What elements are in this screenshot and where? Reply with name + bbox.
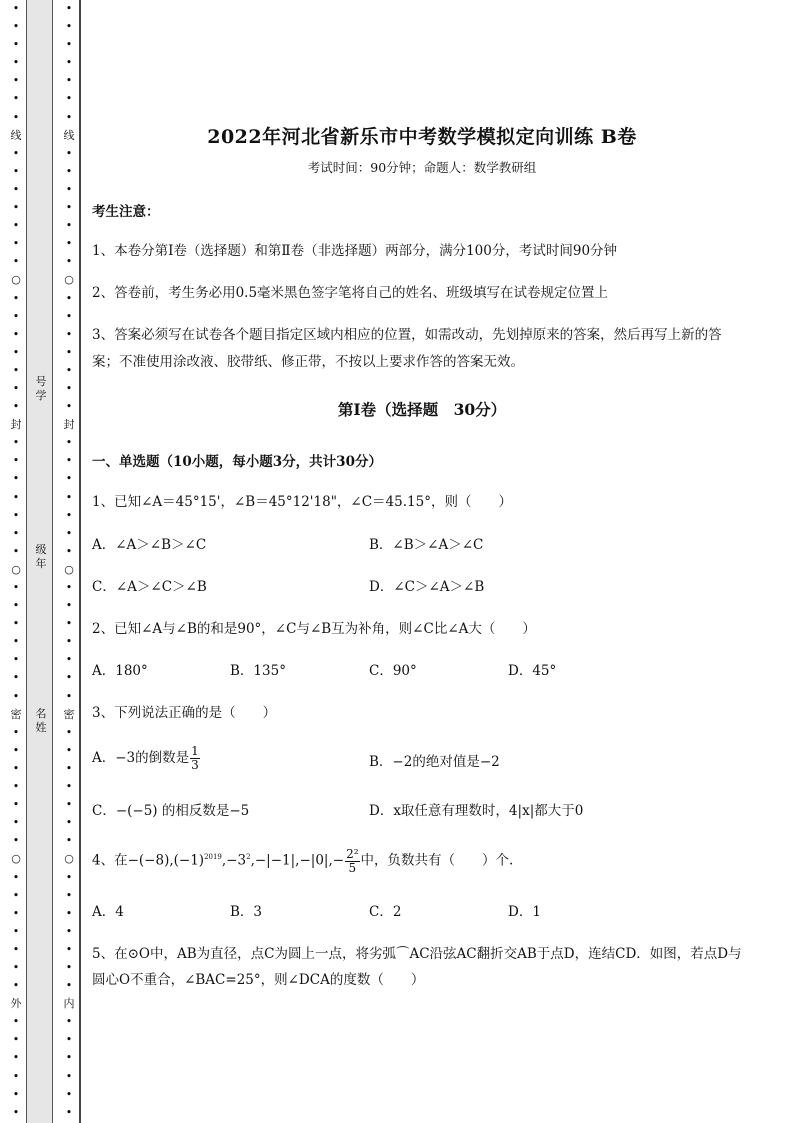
outer-binding-mark: • xyxy=(12,255,20,269)
fraction-numerator: 2² xyxy=(346,846,359,861)
question-4-text-2: ,−3 xyxy=(221,852,247,869)
notice-item-1: 1、本卷分第I卷（选择题）和第Ⅱ卷（非选择题）两部分，满分100分，考试时间90分钟 xyxy=(92,243,618,259)
inner-binding-mark: • xyxy=(65,74,73,88)
inner-binding-mark: ○ xyxy=(64,562,74,576)
outer-binding-mark: • xyxy=(12,599,20,613)
inner-binding-mark: • xyxy=(65,671,73,685)
inner-binding-mark: • xyxy=(65,761,73,775)
question-3-option-a-text: A．−3的倒数是 xyxy=(92,750,190,766)
question-3-option-b: B．−2的绝对值是−2 xyxy=(369,754,500,770)
inner-binding-mark: • xyxy=(65,237,73,251)
outer-binding-mark: ○ xyxy=(11,562,21,576)
question-4-exponent-1: 2019 xyxy=(204,853,222,861)
outer-binding-mark: • xyxy=(12,725,20,739)
inner-binding-mark: • xyxy=(65,780,73,794)
outer-binding-mark: • xyxy=(12,38,20,52)
inner-binding-marks xyxy=(61,0,77,1123)
fraction-denominator: 5 xyxy=(348,860,357,875)
inner-binding-mark: • xyxy=(65,942,73,956)
inner-binding-mark: • xyxy=(65,291,73,305)
inner-binding-mark: • xyxy=(65,436,73,450)
outer-binding-mark: • xyxy=(12,110,20,124)
inner-binding-mark: • xyxy=(65,960,73,974)
question-1-option-a: A．∠A＞∠B＞∠C xyxy=(92,537,207,553)
inner-binding-mark: • xyxy=(65,544,73,558)
exam-subtitle: 考试时间：90分钟；命题人：数学教研组 xyxy=(307,160,537,175)
outer-binding-mark: 密 xyxy=(10,707,22,721)
grade-label: 级年 xyxy=(35,543,47,570)
inner-binding-mark: • xyxy=(65,906,73,920)
outer-binding-mark: • xyxy=(12,671,20,685)
inner-binding-mark: • xyxy=(65,472,73,486)
inner-binding-mark: 线 xyxy=(63,128,75,142)
outer-binding-mark: 线 xyxy=(10,128,22,142)
outer-binding-marks xyxy=(8,0,24,1123)
question-4-option-d: D．1 xyxy=(508,904,541,920)
part-title: 一、单选题（10小题，每小题3分，共计30分） xyxy=(92,454,382,470)
outer-binding-mark: • xyxy=(12,20,20,34)
inner-binding-mark: • xyxy=(65,526,73,540)
outer-binding-mark: • xyxy=(12,834,20,848)
inner-binding-mark: • xyxy=(65,20,73,34)
question-2-stem: 2、已知∠A与∠B的和是90°，∠C与∠B互为补角，则∠C比∠A大（ ） xyxy=(92,621,536,637)
question-2-option-a: A．180° xyxy=(92,663,148,679)
notice-item-2: 2、答卷前，考生务必用0.5毫米黑色签字笔将自己的姓名、班级填写在试卷规定位置上 xyxy=(92,285,609,301)
inner-binding-mark: • xyxy=(65,816,73,830)
question-4-text-1: 4、在−(−8),(−1) xyxy=(92,852,205,869)
outer-binding-mark: • xyxy=(12,581,20,594)
outer-binding-mark: • xyxy=(12,363,20,377)
outer-binding-mark: ○ xyxy=(11,273,21,287)
outer-binding-mark: • xyxy=(12,74,20,88)
question-2-option-d: D．45° xyxy=(508,663,557,679)
inner-binding-mark: • xyxy=(65,1033,73,1047)
question-1-option-c: C．∠A＞∠C＞∠B xyxy=(92,579,207,595)
outer-binding-mark: • xyxy=(12,816,20,830)
outer-binding-mark: • xyxy=(12,979,20,993)
outer-binding-mark: • xyxy=(12,92,20,106)
outer-binding-mark: • xyxy=(12,1033,20,1047)
inner-binding-mark: • xyxy=(65,1105,73,1119)
outer-binding-mark: • xyxy=(12,400,20,414)
outer-binding-mark: • xyxy=(12,327,20,341)
outer-binding-mark: • xyxy=(12,182,20,196)
outer-binding-mark: • xyxy=(12,635,20,649)
inner-binding-mark: • xyxy=(65,725,73,739)
question-4-option-c: C．2 xyxy=(369,904,402,920)
inner-binding-mark: • xyxy=(65,979,73,993)
student-number-label: 号学 xyxy=(35,375,47,402)
inner-binding-mark: 内 xyxy=(63,997,75,1011)
outer-binding-mark: • xyxy=(12,436,20,450)
inner-binding-mark: • xyxy=(65,164,73,178)
question-4-option-a: A．4 xyxy=(92,904,124,920)
outer-binding-mark: • xyxy=(12,490,20,504)
outer-binding-mark: • xyxy=(12,1087,20,1101)
outer-binding-mark: • xyxy=(12,146,20,160)
inner-binding-mark: • xyxy=(65,490,73,504)
outer-binding-mark: • xyxy=(12,454,20,468)
question-2-option-c: C．90° xyxy=(369,663,417,679)
inner-binding-mark: • xyxy=(65,1051,73,1065)
outer-binding-mark: • xyxy=(12,888,20,902)
question-3-stem: 3、下列说法正确的是（ ） xyxy=(92,705,277,721)
question-4-stem xyxy=(92,844,748,875)
question-4-exponent-2: 2 xyxy=(246,853,251,861)
inner-binding-mark: • xyxy=(65,617,73,631)
outer-binding-mark: • xyxy=(12,309,20,323)
outer-binding-mark: • xyxy=(12,743,20,757)
inner-binding-mark: ○ xyxy=(64,273,74,287)
inner-binding-mark: • xyxy=(65,146,73,160)
outer-binding-mark: • xyxy=(12,1015,20,1029)
outer-binding-mark: • xyxy=(12,1069,20,1083)
inner-binding-mark: • xyxy=(65,92,73,106)
inner-binding-mark: • xyxy=(65,581,73,594)
two-squared-over-five-fraction xyxy=(345,848,359,875)
outer-binding-mark: 外 xyxy=(10,997,22,1011)
inner-binding-mark: • xyxy=(65,400,73,414)
question-4-text-4: 中，负数共有（ ）个. xyxy=(360,852,514,869)
inner-binding-mark: • xyxy=(65,1015,73,1029)
question-2-option-b: B．135° xyxy=(230,663,286,679)
question-3-option-a xyxy=(92,745,201,772)
question-1-option-d: D．∠C＞∠A＞∠B xyxy=(369,579,485,595)
outer-binding-mark: • xyxy=(12,924,20,938)
question-1-stem: 1、已知∠A＝45°15'，∠B＝45°12'18"，∠C＝45.15°，则（ ） xyxy=(92,494,512,510)
notice-item-3: 3、答案必须写在试卷各个题目指定区域内相应的位置，如需改动，先划掉原来的答案，然后再写上新的答案；不准使用涂改液、胶带纸、修正带，不按以上要求作答的答案无效。 xyxy=(92,327,722,370)
inner-binding-mark: • xyxy=(65,255,73,269)
outer-binding-mark: • xyxy=(12,526,20,540)
inner-binding-mark: • xyxy=(65,454,73,468)
question-5-stem: 5、在⊙O中，AB为直径，点C为圆上一点，将劣弧⌒AC沿弦AC翻折交AB于点D，连结CD．如图，若点D与圆心O不重合，∠BAC=25°，则∠DCA的度数（ ） xyxy=(92,946,742,988)
inner-binding-mark: • xyxy=(65,599,73,613)
question-1-option-b: B．∠B＞∠A＞∠C xyxy=(369,537,484,553)
notice-heading: 考生注意： xyxy=(92,204,160,220)
inner-binding-mark: • xyxy=(65,345,73,359)
inner-binding-mark: • xyxy=(65,363,73,377)
question-3-option-d: D．x取任意有理数时，4|x|都大于0 xyxy=(369,803,584,819)
inner-binding-mark: • xyxy=(65,798,73,812)
outer-binding-mark: • xyxy=(12,1051,20,1065)
inner-binding-mark: • xyxy=(65,1087,73,1101)
inner-binding-mark: • xyxy=(65,689,73,703)
inner-binding-mark: • xyxy=(65,508,73,522)
inner-binding-mark: • xyxy=(65,201,73,215)
outer-binding-mark: • xyxy=(12,2,20,15)
inner-binding-mark: 密 xyxy=(63,707,75,721)
inner-binding-mark: • xyxy=(65,182,73,196)
outer-binding-mark: • xyxy=(12,617,20,631)
inner-binding-mark: • xyxy=(65,327,73,341)
inner-binding-mark: • xyxy=(65,870,73,884)
inner-binding-mark: • xyxy=(65,110,73,124)
outer-binding-mark: • xyxy=(12,508,20,522)
outer-binding-mark: • xyxy=(12,544,20,558)
inner-binding-mark: • xyxy=(65,635,73,649)
outer-binding-mark: • xyxy=(12,219,20,233)
outer-binding-mark: • xyxy=(12,960,20,974)
outer-binding-mark: • xyxy=(12,164,20,178)
outer-binding-mark: • xyxy=(12,472,20,486)
outer-binding-mark: • xyxy=(12,870,20,884)
outer-binding-mark: • xyxy=(12,761,20,775)
section-title: 第I卷（选择题 30分） xyxy=(337,400,507,419)
inner-binding-mark: ○ xyxy=(64,852,74,866)
binding-rule xyxy=(79,0,81,1123)
inner-binding-mark: • xyxy=(65,219,73,233)
inner-binding-mark: • xyxy=(65,56,73,70)
outer-binding-mark: • xyxy=(12,780,20,794)
inner-binding-mark: • xyxy=(65,743,73,757)
outer-binding-mark: • xyxy=(12,201,20,215)
name-label: 名姓 xyxy=(35,707,47,734)
outer-binding-mark: • xyxy=(12,56,20,70)
outer-binding-mark: • xyxy=(12,689,20,703)
outer-binding-mark: ○ xyxy=(11,852,21,866)
inner-binding-mark: • xyxy=(65,2,73,15)
outer-binding-mark: • xyxy=(12,798,20,812)
outer-binding-mark: • xyxy=(12,653,20,667)
inner-binding-mark: • xyxy=(65,834,73,848)
inner-binding-mark: • xyxy=(65,38,73,52)
question-4-option-b: B．3 xyxy=(230,904,263,920)
question-4-text-3: ,−|−1|,−|0|,− xyxy=(250,852,345,869)
inner-binding-mark: • xyxy=(65,1069,73,1083)
outer-binding-mark: • xyxy=(12,906,20,920)
inner-binding-mark: • xyxy=(65,888,73,902)
outer-binding-mark: • xyxy=(12,291,20,305)
exam-title: 2022年河北省新乐市中考数学模拟定向训练 B卷 xyxy=(207,126,637,148)
one-third-fraction xyxy=(190,745,200,772)
inner-binding-mark: • xyxy=(65,653,73,667)
inner-binding-mark: • xyxy=(65,924,73,938)
outer-binding-mark: • xyxy=(12,345,20,359)
fraction-denominator: 3 xyxy=(191,758,199,772)
outer-binding-mark: • xyxy=(12,381,20,395)
inner-binding-mark: 封 xyxy=(63,418,75,432)
inner-binding-mark: • xyxy=(65,381,73,395)
question-3-option-c: C．−(−5) 的相反数是−5 xyxy=(92,803,250,819)
outer-binding-mark: • xyxy=(12,942,20,956)
outer-binding-mark: • xyxy=(12,1105,20,1119)
fraction-numerator: 1 xyxy=(191,744,199,758)
outer-binding-mark: • xyxy=(12,237,20,251)
inner-binding-mark: • xyxy=(65,309,73,323)
outer-binding-mark: 封 xyxy=(10,418,22,432)
